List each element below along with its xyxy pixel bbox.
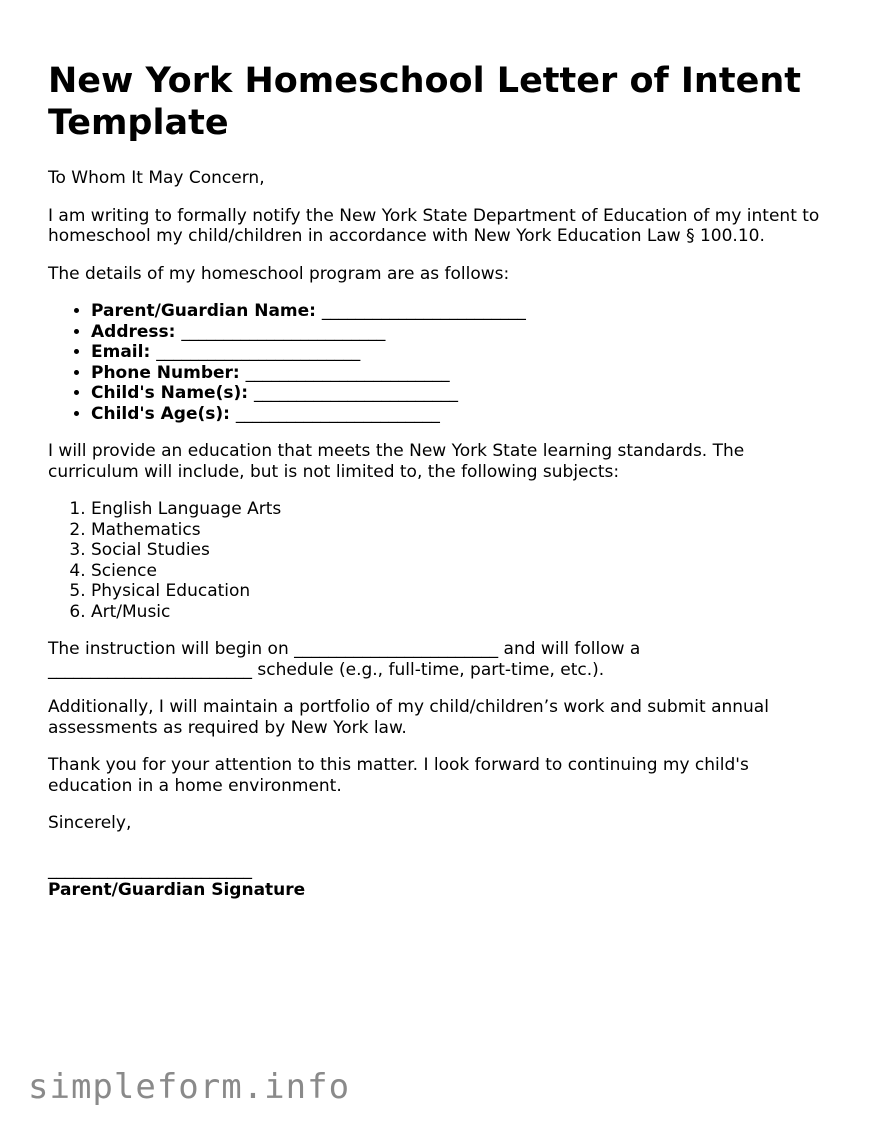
phone-field[interactable]: ________________________ [245, 362, 450, 383]
intro-paragraph: I am writing to formally notify the New York State Department of Education of my intent to homeschool my child/children in accordance with New York Education Law § 100.10. [48, 205, 820, 246]
schedule-field[interactable]: ________________________ [48, 659, 252, 680]
parent-name-field[interactable]: ________________________ [321, 301, 526, 321]
child-names-field[interactable]: ________________________ [253, 383, 458, 403]
subjects-list [48, 499, 838, 622]
detail-item-address: • Address: ________________________ [91, 322, 838, 343]
subject-item: 4. Science [91, 561, 838, 582]
detail-item-parent-name: • Parent/Guardian Name: ________________________ [91, 301, 838, 322]
child-ages-field[interactable]: ________________________ [235, 403, 440, 424]
instruction-paragraph: The instruction will begin on ________________________ and will follow a ________________________ schedule (e.g., full-time, part-time, etc.). [48, 639, 641, 680]
start-date-field[interactable]: ________________________ [294, 639, 499, 659]
detail-item-email: • Email: ________________________ [91, 342, 838, 363]
subject-item: 5. Physical Education [91, 581, 838, 602]
address-field[interactable]: ________________________ [181, 321, 386, 342]
details-list [48, 301, 838, 424]
subject-item: 2. Mathematics [91, 520, 838, 541]
email-field[interactable]: ________________________ [156, 342, 361, 362]
signature-field[interactable]: ________________________ [48, 859, 252, 880]
page-title: New York Homeschool Letter of Intent Template [48, 61, 801, 143]
signature-label: Parent/Guardian Signature [48, 880, 306, 900]
signature-block [48, 860, 838, 901]
detail-item-phone: • Phone Number: ________________________ [91, 363, 838, 384]
thanks-paragraph: Thank you for your attention to this matter. I look forward to continuing my child's education in a home environment. [48, 755, 749, 796]
salutation: To Whom It May Concern, [48, 168, 265, 188]
watermark: simpleform.info [28, 1067, 351, 1107]
details-intro: The details of my homeschool program are as follows: [48, 263, 510, 284]
letter-page [48, 60, 838, 901]
subject-item: 1. English Language Arts [91, 499, 838, 520]
detail-item-child-ages: • Child's Age(s): ________________________ [91, 404, 838, 425]
portfolio-paragraph: Additionally, I will maintain a portfolio of my child/children’s work and submit annual assessments as required by New York law. [48, 697, 769, 738]
closing: Sincerely, [48, 813, 132, 833]
curriculum-intro: I will provide an education that meets the New York State learning standards. The curriculum will include, but is not limited to, the following subjects: [48, 441, 745, 482]
subject-item: 6. Art/Music [91, 602, 838, 623]
detail-item-child-names: • Child's Name(s): ________________________ [91, 383, 838, 404]
subject-item: 3. Social Studies [91, 540, 838, 561]
